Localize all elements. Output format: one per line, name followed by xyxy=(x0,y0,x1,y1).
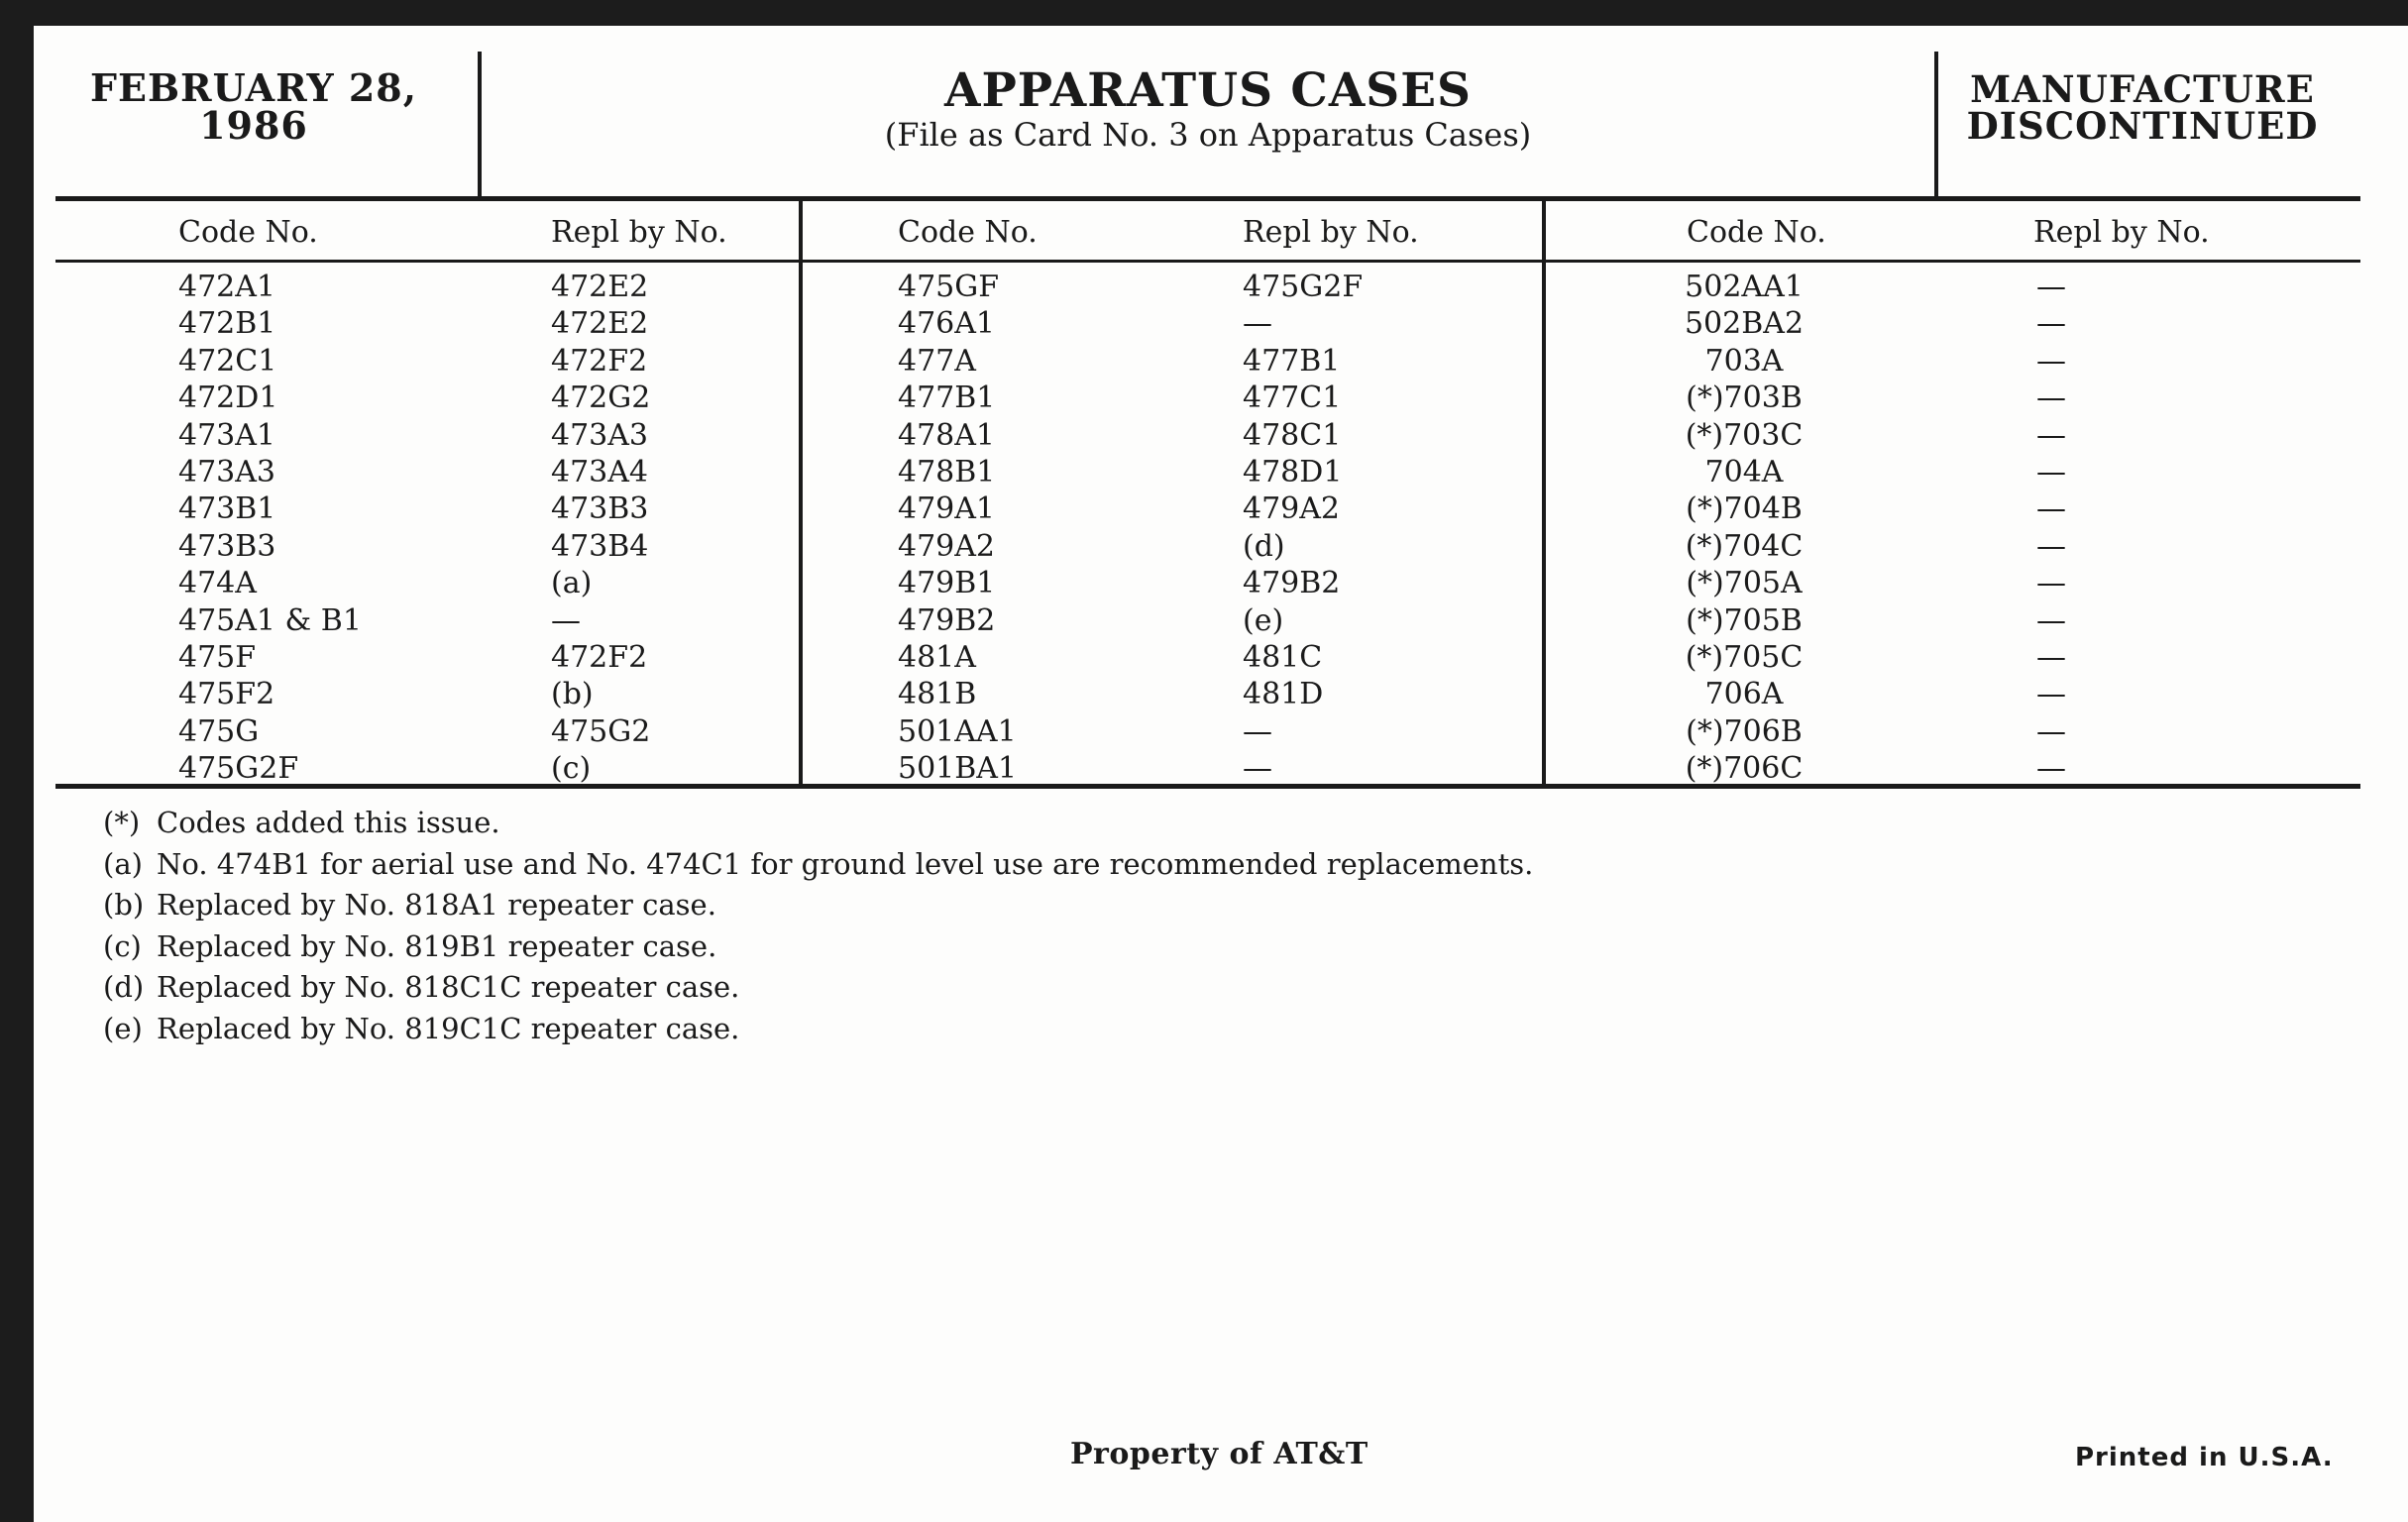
card-subtitle: (File as Card No. 3 on Apparatus Cases) xyxy=(884,116,1532,154)
repl-cell: — xyxy=(1243,306,1272,342)
repl-cell: — xyxy=(2036,306,2066,342)
repl-cell: — xyxy=(2036,417,2066,453)
repl-cell: 473B3 xyxy=(551,491,649,527)
repl-cell: — xyxy=(2036,380,2066,416)
footnote-mark: (d) xyxy=(103,970,145,1004)
code-cell: 501AA1 xyxy=(898,713,1017,749)
repl-cell: — xyxy=(551,602,581,638)
repl-cell: (c) xyxy=(551,751,592,787)
code-cell: 473B1 xyxy=(178,491,276,527)
code-cell: 502BA2 xyxy=(1684,306,1805,342)
repl-column-2 xyxy=(1243,269,1363,787)
code-cell: 473B3 xyxy=(178,528,276,564)
table-divider-2 xyxy=(1542,200,1546,787)
property-notice: Property of AT&T xyxy=(1070,1437,1368,1471)
footnote-text: No. 474B1 for aerial use and No. 474C1 for ground level use are recommended replacements. xyxy=(157,846,1534,881)
repl-cell: — xyxy=(2036,713,2066,749)
header-divider-left xyxy=(478,52,482,200)
code-cell: (*)705B xyxy=(1686,602,1803,638)
code-cell: 472B1 xyxy=(178,306,276,342)
repl-cell: 477B1 xyxy=(1243,343,1341,379)
issue-date-line2: 1986 xyxy=(199,103,308,148)
footnote xyxy=(103,803,1533,844)
col-header-repl-3: Repl by No. xyxy=(2033,215,2210,250)
repl-cell: 479A2 xyxy=(1243,491,1341,527)
code-cell: (*)704B xyxy=(1686,491,1803,527)
col-header-code-2: Code No. xyxy=(898,215,1038,250)
col-header-repl-1: Repl by No. xyxy=(551,215,727,250)
code-cell: 472C1 xyxy=(178,343,277,379)
code-cell: (*)705A xyxy=(1686,566,1803,601)
code-cell: 502AA1 xyxy=(1685,270,1804,304)
repl-column-1 xyxy=(551,269,650,787)
code-cell: 478B1 xyxy=(898,454,996,489)
code-cell: 479B2 xyxy=(898,602,996,638)
code-cell: 478A1 xyxy=(898,417,996,453)
repl-cell: 478D1 xyxy=(1243,454,1343,489)
issue-date-line1: FEBRUARY 28, xyxy=(90,65,417,110)
repl-cell: 473A4 xyxy=(551,454,649,489)
issue-date xyxy=(55,65,452,148)
footnote-text: Replaced by No. 818C1C repeater case. xyxy=(157,970,740,1004)
header-divider-right xyxy=(1934,52,1938,200)
repl-cell: — xyxy=(2036,566,2066,601)
repl-cell: 473A3 xyxy=(551,417,649,453)
col-header-code-3: Code No. xyxy=(1687,215,1826,250)
col-header-repl-2: Repl by No. xyxy=(1243,215,1419,250)
card-title-block xyxy=(486,65,1930,153)
repl-cell: — xyxy=(2036,491,2066,527)
status-line2: DISCONTINUED xyxy=(1966,104,2319,148)
footnote-mark: (b) xyxy=(103,888,145,922)
repl-cell: — xyxy=(2036,677,2066,712)
code-cell: 476A1 xyxy=(898,306,996,342)
card-title: APPARATUS CASES xyxy=(944,63,1472,118)
code-column-1 xyxy=(178,269,362,787)
repl-cell: 472F2 xyxy=(551,343,648,379)
repl-cell: 473B4 xyxy=(551,528,649,564)
code-cell: 473A1 xyxy=(178,417,276,453)
repl-cell: 481C xyxy=(1243,639,1323,675)
code-cell: 475A1 & B1 xyxy=(178,602,362,638)
repl-cell: — xyxy=(2036,639,2066,675)
code-cell: (*)703C xyxy=(1685,417,1804,453)
repl-cell: (e) xyxy=(1243,602,1284,638)
code-cell: 473A3 xyxy=(178,454,276,489)
footnote-text: Codes added this issue. xyxy=(157,806,500,839)
status-label xyxy=(1944,67,2341,148)
repl-cell: — xyxy=(2036,454,2066,489)
code-cell: 475F xyxy=(178,639,257,675)
repl-cell: 472E2 xyxy=(551,270,649,304)
code-cell: (*)705C xyxy=(1685,639,1804,675)
code-cell: 472D1 xyxy=(178,380,278,416)
code-cell: 474A xyxy=(178,566,257,601)
repl-cell: 478C1 xyxy=(1243,417,1342,453)
code-cell: 704A xyxy=(1704,454,1784,489)
code-cell: 475GF xyxy=(898,270,1000,304)
column-header-rule xyxy=(55,260,2360,263)
repl-cell: 479B2 xyxy=(1243,566,1341,601)
footnote-mark: (c) xyxy=(103,928,142,963)
repl-cell: 472G2 xyxy=(551,380,651,416)
code-column-2 xyxy=(898,269,1017,787)
footnote xyxy=(103,1009,1533,1050)
repl-cell: 477C1 xyxy=(1243,380,1342,416)
code-cell: 501BA1 xyxy=(898,751,1018,787)
code-cell: (*)706B xyxy=(1686,713,1803,749)
repl-cell: — xyxy=(2036,751,2066,787)
repl-cell: (b) xyxy=(551,677,594,712)
repl-cell: 475G2F xyxy=(1243,270,1364,304)
code-cell: 477A xyxy=(898,343,976,379)
repl-cell: 472E2 xyxy=(551,306,649,342)
code-cell: 481A xyxy=(898,639,976,675)
code-cell: 703A xyxy=(1704,343,1784,379)
printed-notice: Printed in U.S.A. xyxy=(2075,1443,2334,1472)
code-cell: 481B xyxy=(898,677,977,712)
repl-cell: (a) xyxy=(551,566,593,601)
footnote-text: Replaced by No. 819C1C repeater case. xyxy=(157,1011,740,1045)
footnote-mark: (e) xyxy=(103,1011,143,1045)
repl-column-3 xyxy=(2031,269,2071,787)
code-cell: 706A xyxy=(1704,677,1784,712)
repl-cell: — xyxy=(2036,343,2066,379)
code-cell: 477B1 xyxy=(898,380,996,416)
repl-cell: — xyxy=(2036,528,2066,564)
footnote xyxy=(103,967,1533,1009)
footnote xyxy=(103,926,1533,968)
header-bottom-rule xyxy=(55,196,2360,201)
code-cell: 475G xyxy=(178,713,260,749)
table-bottom-rule xyxy=(55,784,2360,789)
footnotes xyxy=(103,803,1533,1049)
code-cell: (*)706C xyxy=(1685,751,1804,787)
footnote-mark: (a) xyxy=(103,846,143,881)
footnote-text: Replaced by No. 818A1 repeater case. xyxy=(157,888,716,922)
code-cell: 479A2 xyxy=(898,528,996,564)
code-column-3 xyxy=(1625,269,1863,787)
code-cell: (*)704C xyxy=(1685,528,1804,564)
repl-cell: — xyxy=(1243,751,1272,787)
col-header-code-1: Code No. xyxy=(178,215,318,250)
repl-cell: 475G2 xyxy=(551,713,651,749)
repl-cell: — xyxy=(2036,602,2066,638)
code-cell: 479A1 xyxy=(898,491,996,527)
code-cell: (*)703B xyxy=(1686,380,1803,416)
status-line1: MANUFACTURE xyxy=(1970,67,2315,111)
footnote-text: Replaced by No. 819B1 repeater case. xyxy=(157,928,717,963)
table-divider-1 xyxy=(799,200,803,787)
code-cell: 475G2F xyxy=(178,751,299,787)
repl-cell: — xyxy=(2036,270,2066,304)
footnote xyxy=(103,844,1533,886)
footnote-mark: (*) xyxy=(103,806,141,839)
code-cell: 475F2 xyxy=(178,677,275,712)
repl-cell: 472F2 xyxy=(551,639,648,675)
repl-cell: — xyxy=(1243,713,1272,749)
code-cell: 472A1 xyxy=(178,270,276,304)
footnote xyxy=(103,885,1533,926)
repl-cell: (d) xyxy=(1243,528,1285,564)
repl-cell: 481D xyxy=(1243,677,1324,712)
code-cell: 479B1 xyxy=(898,566,996,601)
